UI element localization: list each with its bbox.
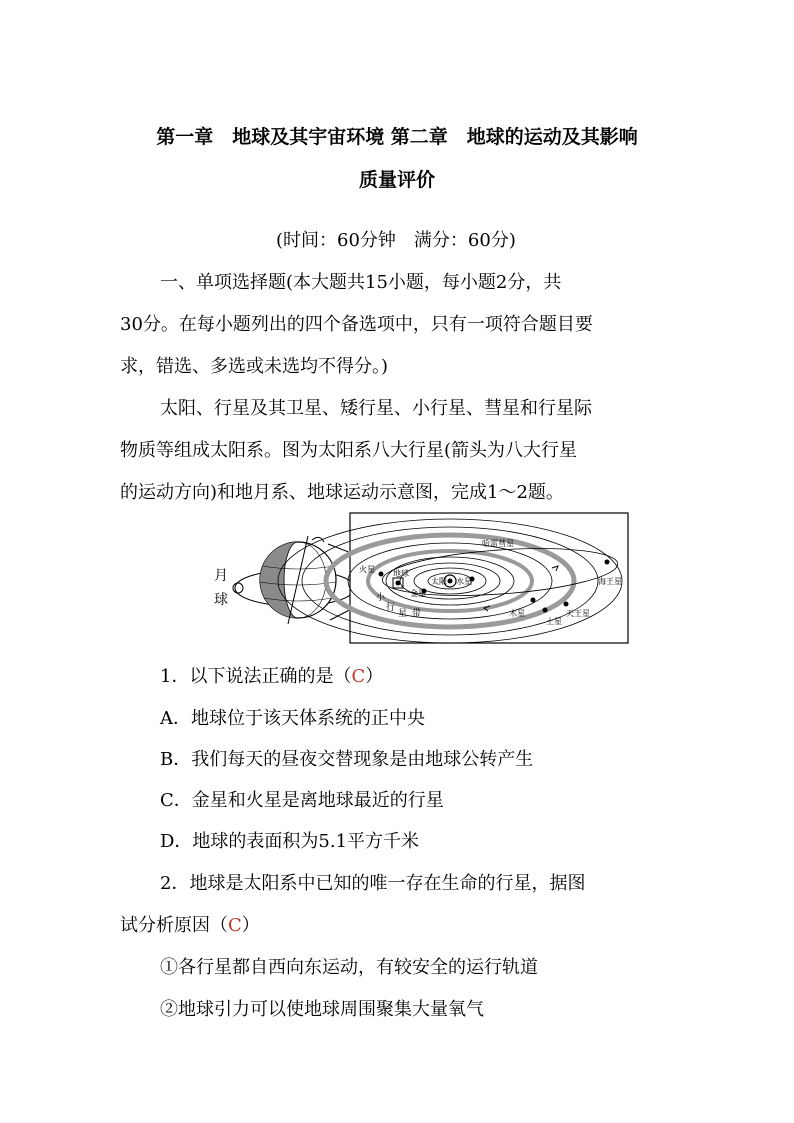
saturn-label: 土星 [546, 617, 562, 626]
mercury-label: 水星 [456, 577, 472, 586]
saturn-icon [543, 608, 548, 613]
passage-line-3: 的运动方向)和地月系、地球运动示意图，完成1～2题。 [120, 482, 564, 503]
question-2-stem-line-1: 2．地球是太阳系中已知的唯一存在生命的行星，据图 [160, 873, 586, 894]
neptune-label: 海王星 [598, 577, 622, 586]
mars-label: 火星 [359, 565, 375, 574]
earth-label: 地球 [393, 569, 409, 578]
section-heading-line-2: 30分。在每小题列出的四个备选项中，只有一项符合题目要 [120, 314, 593, 335]
jupiter-icon [531, 598, 536, 603]
asteroid-belt-label-1: 小 [376, 593, 386, 603]
question-1-option-c: C．金星和火星是离地球最近的行星 [160, 790, 444, 811]
uranus-label: 天王星 [566, 609, 590, 618]
question-1-answer: C [351, 666, 366, 687]
exam-info: (时间：60分钟 满分：60分) [276, 230, 516, 251]
moon-label-2: 球 [214, 592, 228, 608]
question-2-answer: C [228, 915, 242, 936]
comet-label: 哈雷彗星 [482, 539, 514, 548]
uranus-icon [564, 602, 569, 607]
neptune-icon [605, 560, 610, 565]
solar-system-figure [200, 512, 630, 646]
question-1-stem: 1．以下说法正确的是（C） [160, 666, 384, 687]
asteroid-belt-label-3: 星 [398, 609, 408, 619]
jupiter-label: 木星 [509, 609, 525, 618]
asteroid-belt-label-4: 带 [412, 609, 422, 619]
asteroid-belt-label-2: 行 [386, 603, 396, 613]
question-2-stem-line-2: 试分析原因（C） [120, 915, 260, 936]
section-heading-line-3: 求，错选、多选或未选均不得分。) [120, 356, 389, 377]
moon-label-1: 月 [214, 568, 228, 584]
passage-line-1: 太阳、行星及其卫星、矮行星、小行星、彗星和行星际 [160, 398, 592, 419]
question-1-option-b: B．我们每天的昼夜交替现象是由地球公转产生 [160, 749, 534, 770]
question-1-option-a: A．地球位于该天体系统的正中央 [160, 708, 425, 729]
passage-line-2: 物质等组成太阳系。图为太阳系八大行星(箭头为八大行星 [120, 440, 578, 461]
document-title-line-2: 质量评价 [358, 169, 435, 191]
question-2-item-1: ①各行星都自西向东运动，有较安全的运行轨道 [160, 957, 538, 978]
venus-label: 金星 [410, 589, 426, 598]
document-title-line-1: 第一章 地球及其宇宙环境 第二章 地球的运动及其影响 [156, 126, 638, 148]
sun-label: 太阳 [431, 577, 447, 586]
mars-icon [379, 572, 384, 577]
question-2-item-2: ②地球引力可以使地球周围聚集大量氧气 [160, 999, 484, 1020]
question-1-option-d: D．地球的表面积为5.1平方千米 [160, 831, 420, 852]
section-heading-line-1: 一、单项选择题(本大题共15小题，每小题2分，共 [160, 272, 562, 293]
